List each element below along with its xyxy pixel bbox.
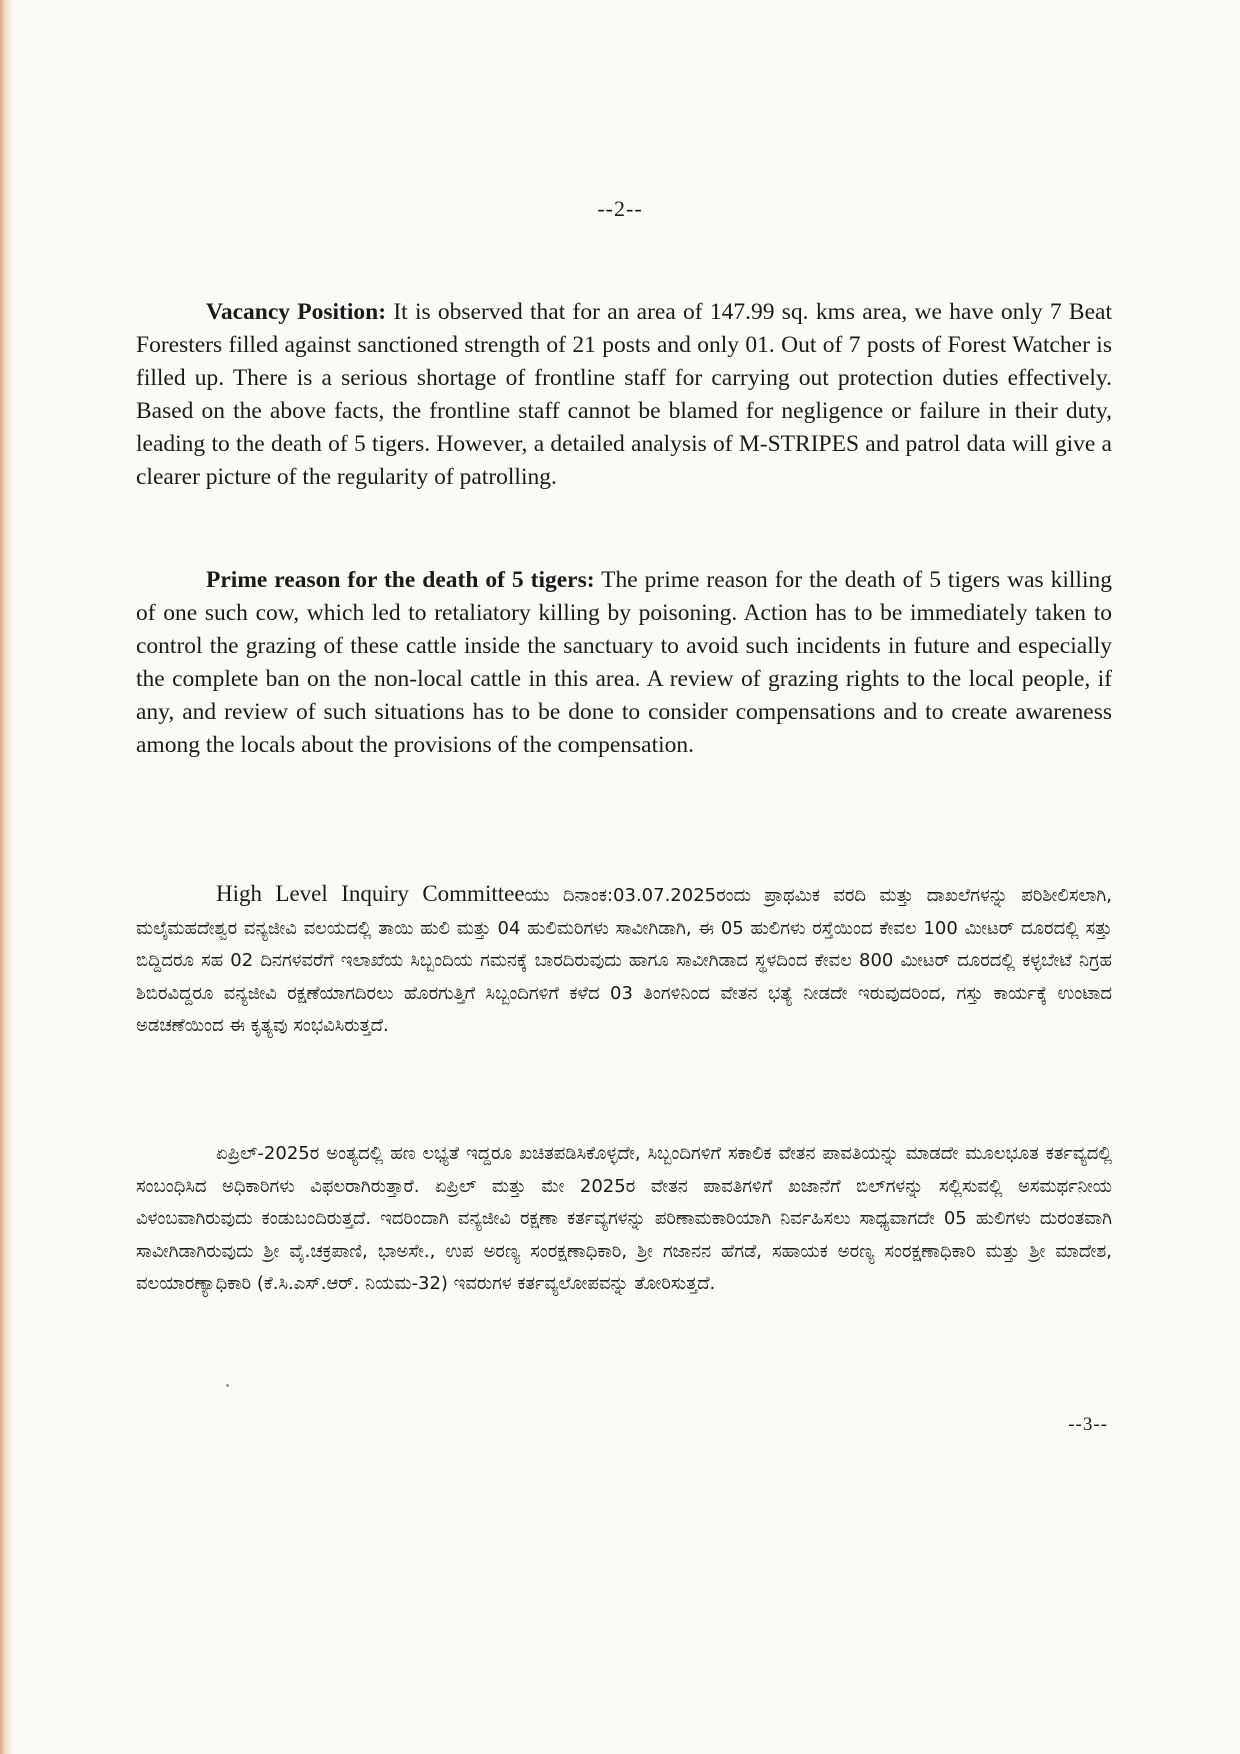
page-number-bottom: --3-- (1068, 1414, 1108, 1435)
page-number-top: --2-- (597, 196, 643, 221)
vacancy-position-paragraph (136, 296, 1112, 494)
paragraph-body: ಏಪ್ರಿಲ್-2025ರ ಅಂತ್ಯದಲ್ಲಿ ಹಣ ಲಭ್ಯತೆ ಇದ್ದರೂ ಖಚಿತಪಡಿಸಿಕೊಳ್ಳದೇ, ಸಿಬ್ಬಂದಿಗಳಿಗೆ ಸಕಾಲಿಕ ವೇತನ ಪಾವತಿಯನ್ನು ಮಾಡದೇ ಮೂಲಭೂತ ಕರ್ತವ್ಯದಲ್ಲಿ ಸಂಬಂಧಿಸಿದ ಅಧಿಕಾರಿಗಳು ವಿಫಲರಾಗಿರುತ್ತಾರೆ. ಏಪ್ರಿಲ್ ಮತ್ತು ಮೇ 2025ರ ವೇತನ ಪಾವತಿಗಳಿಗೆ ಖಜಾನೆಗೆ ಬಿಲ್‌ಗಳನ್ನು ಸಲ್ಲಿಸುವಲ್ಲಿ ಅಸಮರ್ಥನೀಯ ವಿಳಂಬವಾಗಿರುವುದು ಕಂಡುಬಂದಿರುತ್ತದೆ. ಇದರಿಂದಾಗಿ ವನ್ಯಜೀವಿ ರಕ್ಷಣಾ ಕರ್ತವ್ಯಗಳನ್ನು ಪರಿಣಾಮಕಾರಿಯಾಗಿ ನಿರ್ವಹಿಸಲು ಸಾಧ್ಯವಾಗದೇ 05 ಹುಲಿಗಳು ದುರಂತವಾಗಿ ಸಾವೀಗಿಡಾಗಿರುವುದು ಶ್ರೀ ವೈ.ಚಕ್ರಪಾಣಿ, ಭಾಅಸೇ., ಉಪ ಅರಣ್ಯ ಸಂರಕ್ಷಣಾಧಿಕಾರಿ, ಶ್ರೀ ಗಜಾನನ ಹೆಗಡೆ, ಸಹಾಯಕ ಅರಣ್ಯ ಸಂರಕ್ಷಣಾಧಿಕಾರಿ ಮತ್ತು ಶ್ರೀ ಮಾದೇಶ, ವಲಯಾರಣ್ಯಾಧಿಕಾರಿ (ಕೆ.ಸಿ.ಎಸ್.ಆರ್. ನಿಯಮ-32) ಇವರುಗಳ ಕರ್ತವ್ಯಲೋಪವನ್ನು ತೋರಿಸುತ್ತದೆ. (136, 1143, 1112, 1294)
committee-name: High Level Inquiry Committee (216, 881, 525, 906)
kannada-inquiry-paragraph (136, 878, 1112, 1043)
paragraph-heading: Prime reason for the death of 5 tigers: (206, 567, 595, 593)
kannada-salary-paragraph (136, 1138, 1112, 1301)
paragraph-body (136, 878, 1112, 1043)
prime-reason-paragraph (136, 564, 1112, 762)
paragraph-body (136, 564, 1112, 762)
paragraph-text: It is observed that for an area of 147.99 sq. kms area, we have only 7 Beat Foresters filled against sanctioned strength of 21 posts and only 01. Out of 7 posts of Forest Watcher is filled up. There is a serious shortage of frontline staff for carrying out protection duties effectively. Based on the above facts, the frontline staff cannot be blamed for negligence or failure in their duty, leading to the death of 5 tigers. However, a detailed analysis of M-STRIPES and patrol data will give a clearer picture of the regularity of patrolling. (136, 299, 1112, 490)
scan-speck (226, 1384, 229, 1387)
paragraph-heading: Vacancy Position: (206, 299, 387, 325)
paragraph-body (136, 296, 1112, 494)
paragraph-text: The prime reason for the death of 5 tigers was killing of one such cow, which led to retaliatory killing by poisoning. Action has to be immediately taken to control the grazing of these cattle inside the sanctuary to avoid such incidents in future and especially the complete ban on the non-local cattle in this area. A review of grazing rights to the local people, if any, and review of such situations has to be done to consider compensations and to create awareness among the locals about the provisions of the compensation. (136, 567, 1112, 758)
paragraph-text: ಯು ದಿನಾಂಕ:03.07.2025ರಂದು ಪ್ರಾಥಮಿಕ ವರದಿ ಮತ್ತು ದಾಖಲೆಗಳನ್ನು ಪರಿಶೀಲಿಸಲಾಗಿ, ಮಲೈಮಹದೇಶ್ವರ ವನ್ಯಜೀವಿ ವಲಯದಲ್ಲಿ ತಾಯಿ ಹುಲಿ ಮತ್ತು 04 ಹುಲಿಮರಿಗಳು ಸಾವೀಗಿಡಾಗಿ, ಈ 05 ಹುಲಿಗಳು ರಸ್ತೆಯಿಂದ ಕೇವಲ 100 ಮೀಟರ್ ದೂರದಲ್ಲಿ ಸತ್ತು ಬಿದ್ದಿದರೂ ಸಹ 02 ದಿನಗಳವರೆಗೆ ಇಲಾಖೆಯ ಸಿಬ್ಬಂದಿಯ ಗಮನಕ್ಕೆ ಬಾರದಿರುವುದು ಹಾಗೂ ಸಾವೀಗಿಡಾದ ಸ್ಥಳದಿಂದ ಕೇವಲ 800 ಮೀಟರ್ ದೂರದಲ್ಲಿ ಕಳ್ಳಬೇಟೆ ನಿಗ್ರಹ ಶಿಬಿರವಿದ್ದರೂ ವನ್ಯಜೀವಿ ರಕ್ಷಣೆಯಾಗದಿರಲು ಹೊರಗುತ್ತಿಗೆ ಸಿಬ್ಬಂದಿಗಳಿಗೆ ಕಳೆದ 03 ತಿಂಗಳಿನಿಂದ ವೇತನ ಭತ್ಯೆ ನೀಡದೇ ಇರುವುದರಿಂದ, ಗಸ್ತು ಕಾರ್ಯಕ್ಕೆ ಉಂಟಾದ ಅಡಚಣೆಯಿಂದ ಈ ಕೃತ್ಯವು ಸಂಭವಿಸಿರುತ್ತದೆ. (136, 885, 1112, 1036)
